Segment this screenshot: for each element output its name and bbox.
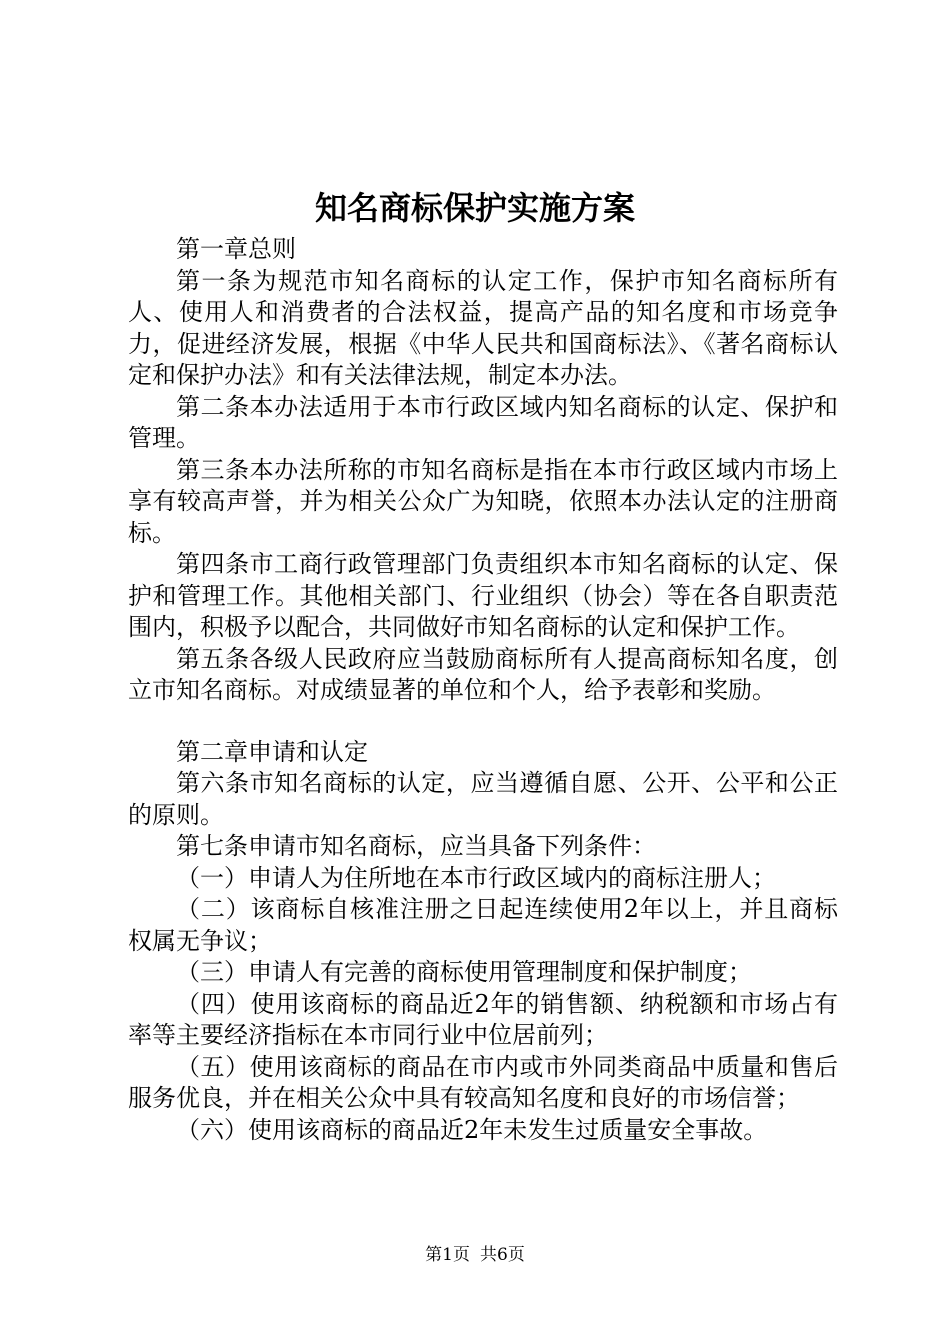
list-item: （四）使用该商标的商品近2年的销售额、纳税额和市场占有率等主要经济指标在本市同行业中位居前列； (128, 989, 838, 1049)
document-title: 知名商标保护实施方案 (314, 189, 635, 227)
page-total: 共6页 (480, 1245, 525, 1265)
list-item: （五）使用该商标的商品在市内或市外同类商品中质量和售后服务优良，并在相关公众中具有较高知名度和良好的市场信誉； (128, 1052, 838, 1112)
list-item: （一）申请人为住所地在本市行政区域内的商标注册人； (176, 863, 776, 892)
article-paragraph: 第七条申请市知名商标，应当具备下列条件： (176, 832, 656, 860)
page-number: 第1页 (425, 1245, 470, 1265)
article-paragraph: 第二条本办法适用于本市行政区域内知名商标的认定、保护和管理。 (128, 392, 838, 452)
list-item: （三）申请人有完善的商标使用管理制度和保护制度； (176, 958, 752, 986)
chapter-heading: 第一章总则 (176, 235, 296, 263)
article-paragraph: 第一条为规范市知名商标的认定工作，保护市知名商标所有人、使用人和消费者的合法权益，提高产品的知名度和市场竞争力，促进经济发展，根据《中华人民共和国商标法》、《著名商标认定和保护办法》和有关法律法规，制定本办法。 (128, 266, 838, 389)
article-paragraph: 第四条市工商行政管理部门负责组织本市知名商标的认定、保护和管理工作。其他相关部门、行业组织（协会）等在各自职责范围内，积极予以配合，共同做好市知名商标的认定和保护工作。 (128, 550, 838, 641)
article-paragraph: 第三条本办法所称的市知名商标是指在本市行政区域内市场上享有较高声誉，并为相关公众广为知晓，依照本办法认定的注册商标。 (128, 455, 838, 547)
page-footer (0, 1244, 950, 1266)
list-item: （二）该商标自核准注册之日起连续使用2年以上，并且商标权属无争议； (128, 895, 838, 955)
article-paragraph: 第五条各级人民政府应当鼓励商标所有人提高商标知名度，创立市知名商标。对成绩显著的单位和个人，给予表彰和奖励。 (128, 644, 838, 704)
article-paragraph: 第六条市知名商标的认定，应当遵循自愿、公开、公平和公正的原则。 (128, 769, 838, 829)
chapter-heading: 第二章申请和认定 (176, 737, 368, 766)
list-item: （六）使用该商标的商品近2年未发生过质量安全事故。 (176, 1115, 768, 1144)
document-body (128, 234, 838, 1146)
